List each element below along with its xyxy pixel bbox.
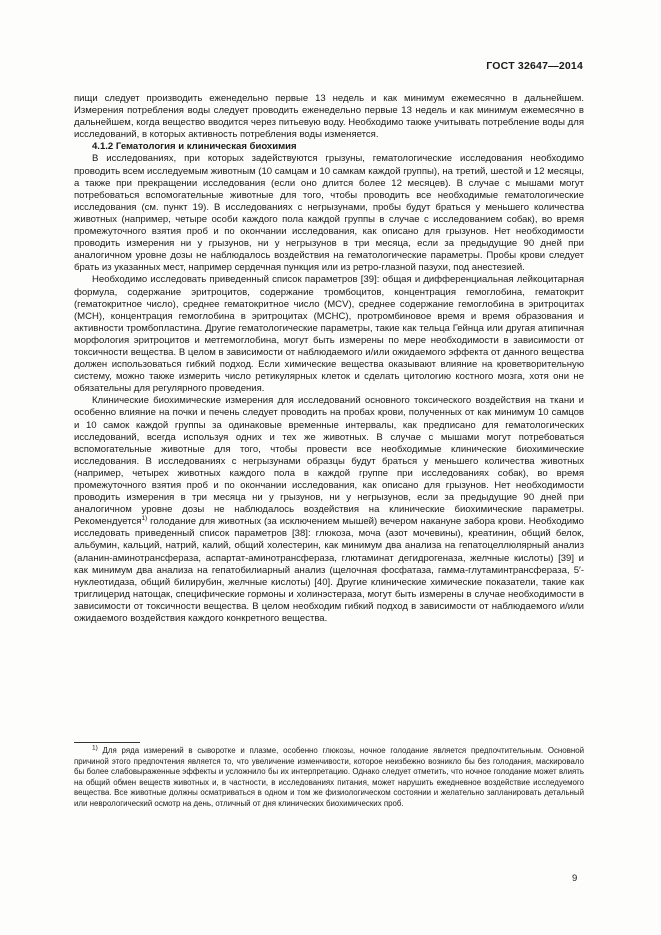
- paragraph-hematology: В исследованиях, при которых задействуются грызуны, гематологические исследования необходимо проводить всем исследуемым животным (10 самцам и 10 самкам каждой группы), на третий, шестой и 12 месяцы, а также при прекращении исследования (если оно длится более 12 месяцев). В случае с мышами могут потребоваться вспомогательные животные для того, чтобы проводить все необходимые гематологические исследования (см. пункт 19). В исследованиях с негрызунами, пробы будут браться у меньшего количества животных (например, четыре особи каждого пола каждой группы в случае с исследованием собак), во время промежуточного взятия проб и по окончании исследования, как описано для грызунов. Нет необходимости проводить измерения ни у грызунов, ни у негрызунов в три месяца, если за предыдущие 90 дней при аналогичном уровне дозы не наблюдалось воздействия на гематологические параметры. Пробы крови следует брать из указанных мест, например сердечная пункция или из ретро-глазной пазухи, под анестезией.: [74, 153, 584, 274]
- biochemistry-text-start: Клинические биохимические измерения для исследований основного токсического воздействия на ткани и особенно влияние на почки и печень следует проводить на пробах крови, полученных от как минимум 10 самцов и 10 самок каждой группы за одинаковые временные интервалы, как предписано для гематологических исследований, всегда используя одних и тех же животных. В случае с мышами могут потребоваться вспомогательные животные для того, чтобы провести все необходимые клинические биохимические исследования. В исследованиях с негрызунами образцы будут браться у меньшего количества животных (например, четырех животных каждого пола в каждой группе при исследованиях собак), во время промежуточного взятия проб и по окончании исследования, как описано для грызунов. Нет необходимости проводить измерения в три месяца ни у грызунов, ни у негрызунов, если за предыдущие 90 дней при аналогичном уровне дозы не наблюдалось воздействия на клинические биохимические параметры. Рекомендуется: [74, 395, 584, 528]
- paragraph-biochemistry: [74, 395, 584, 625]
- footnote-marker: 1): [92, 744, 98, 752]
- footnote-divider: [74, 742, 140, 743]
- standard-header: ГОСТ 32647—2014: [486, 60, 583, 72]
- section-heading: 4.1.2 Гематология и клиническая биохимия: [92, 141, 297, 153]
- biochemistry-text-end: голодание для животных (за исключением мышей) вечером накануне забора крови. Необходимо исследовать приведенный список параметров [38]: глюкоза, моча (азот мочевины), креатинин, общий белок, альбумин, кальций, натрий, калий, общий холестерин, как минимум два анализа на гепатоцеллюлярный анализ (аланин-аминотрансфераза, аспартат-аминотрансфераза, глютаминат дегидрогеназа, желчные кислоты) [39] и как минимум два анализа на гепатобилиарный анализ (щелочная фосфатаза, гамма-глутаминтрансфераза, 5′-нуклеотидаза, общий билирубин, желчные кислоты) [40]. Другие клинические химические показатели, такие как триглицерид натощак, специфические гормоны и холинэстераза, могут быть измерены в случае необходимости в зависимости от токсичности вещества. В целом необходим гибкий подход в зависимости от наблюдаемого и/или ожидаемого воздействия каждого конкретного вещества.: [74, 516, 584, 625]
- paragraph-intro: пищи следует производить еженедельно первые 13 недель и как минимум ежемесячно в дальнейшем. Измерения потребления воды следует проводить еженедельно первые 13 недель и как минимум ежемесячно в дальнейшем, когда вещество вводится через питьевую воду. Необходимо также учитывать потребление воды для исследований, в которых активность потребления воды изменяется.: [74, 93, 584, 141]
- footnote-paragraph: [74, 746, 584, 810]
- paragraph-parameters: Необходимо исследовать приведенный список параметров [39]: общая и дифференциальная лейкоцитарная формула, содержание эритроцитов, содержание тромбоцитов, концентрация гемоглобина, гематокрит (гематокритное число), среднее гематокритное число (MCV), среднее содержание гемоглобина в эритроцитах (MCH), концентрация гемоглобина в эритроцитах (MCHC), протромбиновое время и время образования и активности тромбопластина. Другие гематологические параметры, такие как тельца Гейнца или другая атипичная морфология эритроцитов и метгемоглобина, могут быть измерены по мере необходимости в зависимости от токсичности вещества. В целом в зависимости от наблюдаемого и/или ожидаемого эффекта от данного вещества должен использоваться гибкий подход. Если химические вещества оказывают влияние на кроветворительную систему, можно также измерить число ретикулярных клеток и сделать цитологию костного мозга, хотя они не обязательны для регулярного проведения.: [74, 274, 584, 395]
- footnote: [74, 746, 584, 810]
- footnote-text: Для ряда измерений в сыворотке и плазме, особенно глюкозы, ночное голодание является предпочтительным. Основной причиной этого предпочтения является то, что увеличение изменчивости, которое неизбежно возникло бы без голодания, маскировало бы более слабовыраженные эффекты и усложнило бы их интерпретацию. Однако следует отметить, что ночное голодание может влиять на общий обмен веществ животных и, в частности, в исследованиях питания, может нарушить ежедневное воздействие исследуемого вещества. Все животные должны осматриваться в одном и том же физиологическом состоянии и желательно запланировать детальный или неврологический осмотр на день, отличный от дня клинических биохимических проб.: [74, 746, 584, 808]
- page-number: 9: [572, 873, 578, 884]
- body-text: [74, 93, 584, 625]
- footnote-reference[interactable]: 1): [141, 515, 148, 523]
